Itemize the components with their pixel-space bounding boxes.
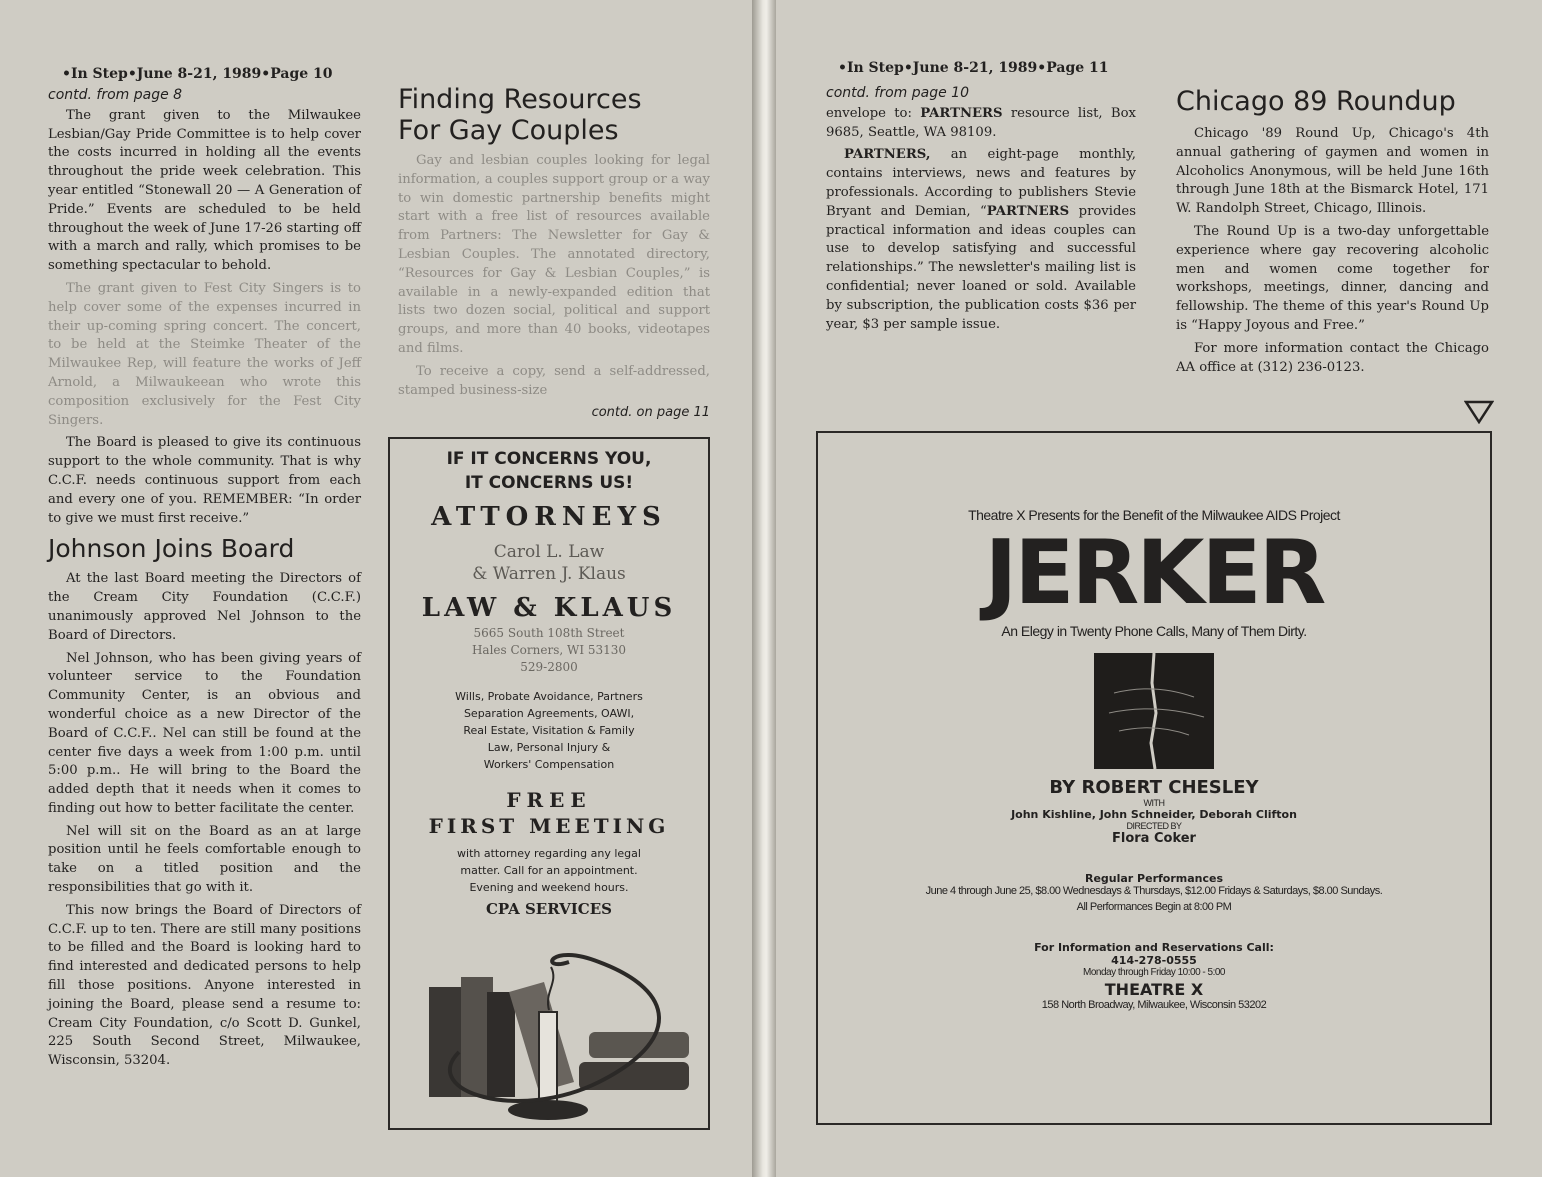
contd-from-page-8: contd. from page 8 xyxy=(48,87,183,103)
resources-headline xyxy=(398,84,710,146)
resources-paragraph-2: To receive a copy, send a self-addressed, stamped business-size xyxy=(398,363,710,398)
jerker-title: JERKER xyxy=(984,521,1324,624)
ad-meeting-line: matter. Call for an appointment. xyxy=(460,864,638,877)
jerker-phone: 414-278-0555 xyxy=(1111,954,1197,967)
jerker-theatre: THEATRE X xyxy=(1104,980,1204,999)
page-header-right: •In Step•June 8-21, 1989•Page 11 xyxy=(838,60,1109,76)
ad-service-line: Wills, Probate Avoidance, Partners xyxy=(455,690,643,703)
chicago-paragraph-1: Chicago '89 Round Up, Chicago's 4th annual gathering of gaymen and women in Alcoholics Anonymous, will be held June 16th through June 18th at the Bismarck Hotel, 171 W. Randolph Street, Chicago, Illinois. xyxy=(1176,126,1489,217)
chicago-paragraph-2: The Round Up is a two-day unforgettable experience where gay recovering alcoholic men and women come together for workshops, meetings, dinner, dancing and fellowship. The theme of this year's Round Up is “Happy Joyous and Free.” xyxy=(1176,223,1489,333)
end-triangle-icon xyxy=(1464,400,1494,424)
contd-on-page-11: contd. on page 11 xyxy=(591,405,710,421)
ad-name-1: Carol L. Law xyxy=(493,542,605,562)
contd-from-page-10: contd. from page 10 xyxy=(826,85,969,101)
johnson-paragraph-2: Nel Johnson, who has been giving years of volunteer service to the Foundation Community Center, is an obvious and wonderful choice as a new Director of the Board of C.C.F.. Nel can still be found at the center five days a week from 1:00 p.m. until 5:00 p.m.. He will bring to the Board the added depth that it needs when it comes to finding out how to better facilitate the center. xyxy=(48,650,361,816)
partners-paragraph-1 xyxy=(826,105,1136,143)
text-span: resource list, Box 9685, Seattle, WA 98109. xyxy=(826,105,1136,140)
johnson-paragraph-3: Nel will sit on the Board as an at large position until he feels comfortable enough to take on a titled position and the responsibilities that go with it. xyxy=(48,823,361,896)
ad-free: FREE xyxy=(506,788,592,812)
resources-paragraph-1: Gay and lesbian couples looking for legal information, a couples support group or a way to win domestic partnership benefits might start with a free list of resources available from Partners: The Newsletter for Gay & Lesbian Couples. The annotated directory, “Resources for Gay & Lesbian Couples,” is available in a newly-expanded edition that lists two dozen social, political and support groups, and more than 40 books, videotapes and films. xyxy=(398,153,710,356)
ad-services xyxy=(390,688,708,773)
ad-service-line: Separation Agreements, OAWI, xyxy=(463,707,635,720)
jerker-author: BY ROBERT CHESLEY xyxy=(1049,777,1259,798)
ad-address-2: Hales Corners, WI 53130 xyxy=(471,643,627,657)
resources-headline-line-2: For Gay Couples xyxy=(398,115,619,146)
page-gutter xyxy=(752,0,776,1177)
partners-bold: PARTNERS, xyxy=(844,147,931,163)
jerker-begin-time: All Performances Begin at 8:00 PM xyxy=(1076,901,1232,913)
johnson-paragraph-1: At the last Board meeting the Directors of the Cream City Foundation (C.C.F.) unanimously approved Nel Johnson to the Board of Directors. xyxy=(48,571,361,643)
jerker-director: Flora Coker xyxy=(1112,831,1196,846)
chicago-paragraph-3: For more information contact the Chicago AA office at (312) 236-0123. xyxy=(1176,340,1489,375)
jerker-dates: June 4 through June 25, $8.00 Wednesdays & Thursdays, $12.00 Fridays & Saturdays, $8.00 Sundays. xyxy=(925,885,1383,897)
ad-meeting-details xyxy=(390,845,708,896)
column-3 xyxy=(826,84,1136,338)
left-page xyxy=(0,0,752,1177)
ad-cpa-services: CPA SERVICES xyxy=(485,900,613,918)
column-1 xyxy=(48,86,361,1075)
ad-tagline-2: IT CONCERNS US! xyxy=(464,473,634,493)
right-page xyxy=(776,0,1542,1177)
jerker-figure-image xyxy=(1094,653,1214,769)
ad-name-2: & Warren J. Klaus xyxy=(472,564,626,584)
jerker-address: 158 North Broadway, Milwaukee, Wisconsin 53202 xyxy=(1041,999,1267,1011)
jerker-cast: John Kishline, John Schneider, Deborah Clifton xyxy=(1011,808,1297,821)
ad-firm-name: LAW & KLAUS xyxy=(421,593,677,623)
page-header-left: •In Step•June 8-21, 1989•Page 10 xyxy=(62,66,333,82)
partners-bold: PARTNERS xyxy=(986,203,1070,219)
jerker-hours: Monday through Friday 10:00 - 5:00 xyxy=(1083,967,1225,978)
ad-first-meeting: FIRST MEETING xyxy=(428,814,670,838)
chicago-headline: Chicago 89 Roundup xyxy=(1176,86,1456,117)
pride-paragraph: The grant given to the Milwaukee Lesbian/Gay Pride Committee is to help cover the costs incurred in holding all the events throughout the pride week celebration. This year entitled “Stonewall 20 — A Generation of Pride.” Events are scheduled to be held throughout the week of June 17-26 starting off with a march and rally, which promises to be something spectacular to behold. xyxy=(48,107,361,274)
text-span: an eight-page monthly, contains interviews, news and features by professionals. According to publishers Stevie Bryant and Demian, “ xyxy=(826,147,1136,219)
ad-address-1: 5665 South 108th Street xyxy=(473,626,625,640)
ad-service-line: Real Estate, Visitation & Family xyxy=(463,724,635,737)
column-4 xyxy=(1176,86,1489,381)
jerker-presents: Theatre X Presents for the Benefit of the Milwaukee AIDS Project xyxy=(968,507,1340,523)
attorney-advertisement xyxy=(388,437,710,1130)
jerker-regular-performances: Regular Performances xyxy=(1084,872,1224,885)
jerker-with: WITH xyxy=(1143,798,1165,808)
column-2 xyxy=(398,84,710,423)
johnson-paragraph-4: This now brings the Board of Directors of C.C.F. up to ten. There are still many positions to be filled and the Board is looking hard to find interested and dedicated persons to help fill those positions. Anyone interested in joining the Board, please send a resume to: Cream City Foundation, c/o Scott D. Gunkel, 225 South Second Street, Milwaukee, Wisconsin, 53204. xyxy=(48,902,361,1069)
ad-meeting-line: with attorney regarding any legal xyxy=(457,847,641,860)
jerker-directed-by: DIRECTED BY xyxy=(1126,821,1182,831)
jerker-subtitle: An Elegy in Twenty Phone Calls, Many of Them Dirty. xyxy=(1001,623,1307,639)
resources-headline-line-1: Finding Resources xyxy=(398,84,642,115)
ad-attorneys-heading: ATTORNEYS xyxy=(431,502,667,532)
board-paragraph: The Board is pleased to give its continuous support to the whole community. That is why C.C.F. needs continuous support from each and every one of you. REMEMBER: “In order to give we must first receive.” xyxy=(48,435,361,526)
ad-service-line: Law, Personal Injury & xyxy=(487,741,611,754)
ad-meeting-line: Evening and weekend hours. xyxy=(469,881,629,894)
books-candle-illustration xyxy=(399,932,699,1132)
johnson-headline: Johnson Joins Board xyxy=(48,534,295,564)
partners-bold: PARTNERS xyxy=(920,105,1003,121)
text-span: provides practical information and ideas couples can use to develop satisfying and successful relationships.” The newsletter's mailing list is confidential; never loaned or sold. Available by subscription, the publication costs $36 per year, $3 per sample issue. xyxy=(826,203,1136,332)
ad-service-line: Workers' Compensation xyxy=(483,758,615,771)
jerker-advertisement xyxy=(816,431,1492,1125)
jerker-info: For Information and Reservations Call: xyxy=(1034,941,1274,954)
ad-phone: 529-2800 xyxy=(520,660,578,674)
text-span: envelope to: xyxy=(826,105,921,121)
ad-tagline-1: IF IT CONCERNS YOU, xyxy=(446,449,652,469)
fest-city-paragraph: The grant given to Fest City Singers is to help cover some of the expenses incurred in their up-coming spring concert. The concert, to be held at the Steimke Theater of the Milwaukee Rep, will feature the works of Jeff Arnold, a Milwaukeean who wrote this composition exclusively for the Fest City Singers. xyxy=(48,280,361,428)
partners-paragraph-2 xyxy=(826,146,1136,334)
